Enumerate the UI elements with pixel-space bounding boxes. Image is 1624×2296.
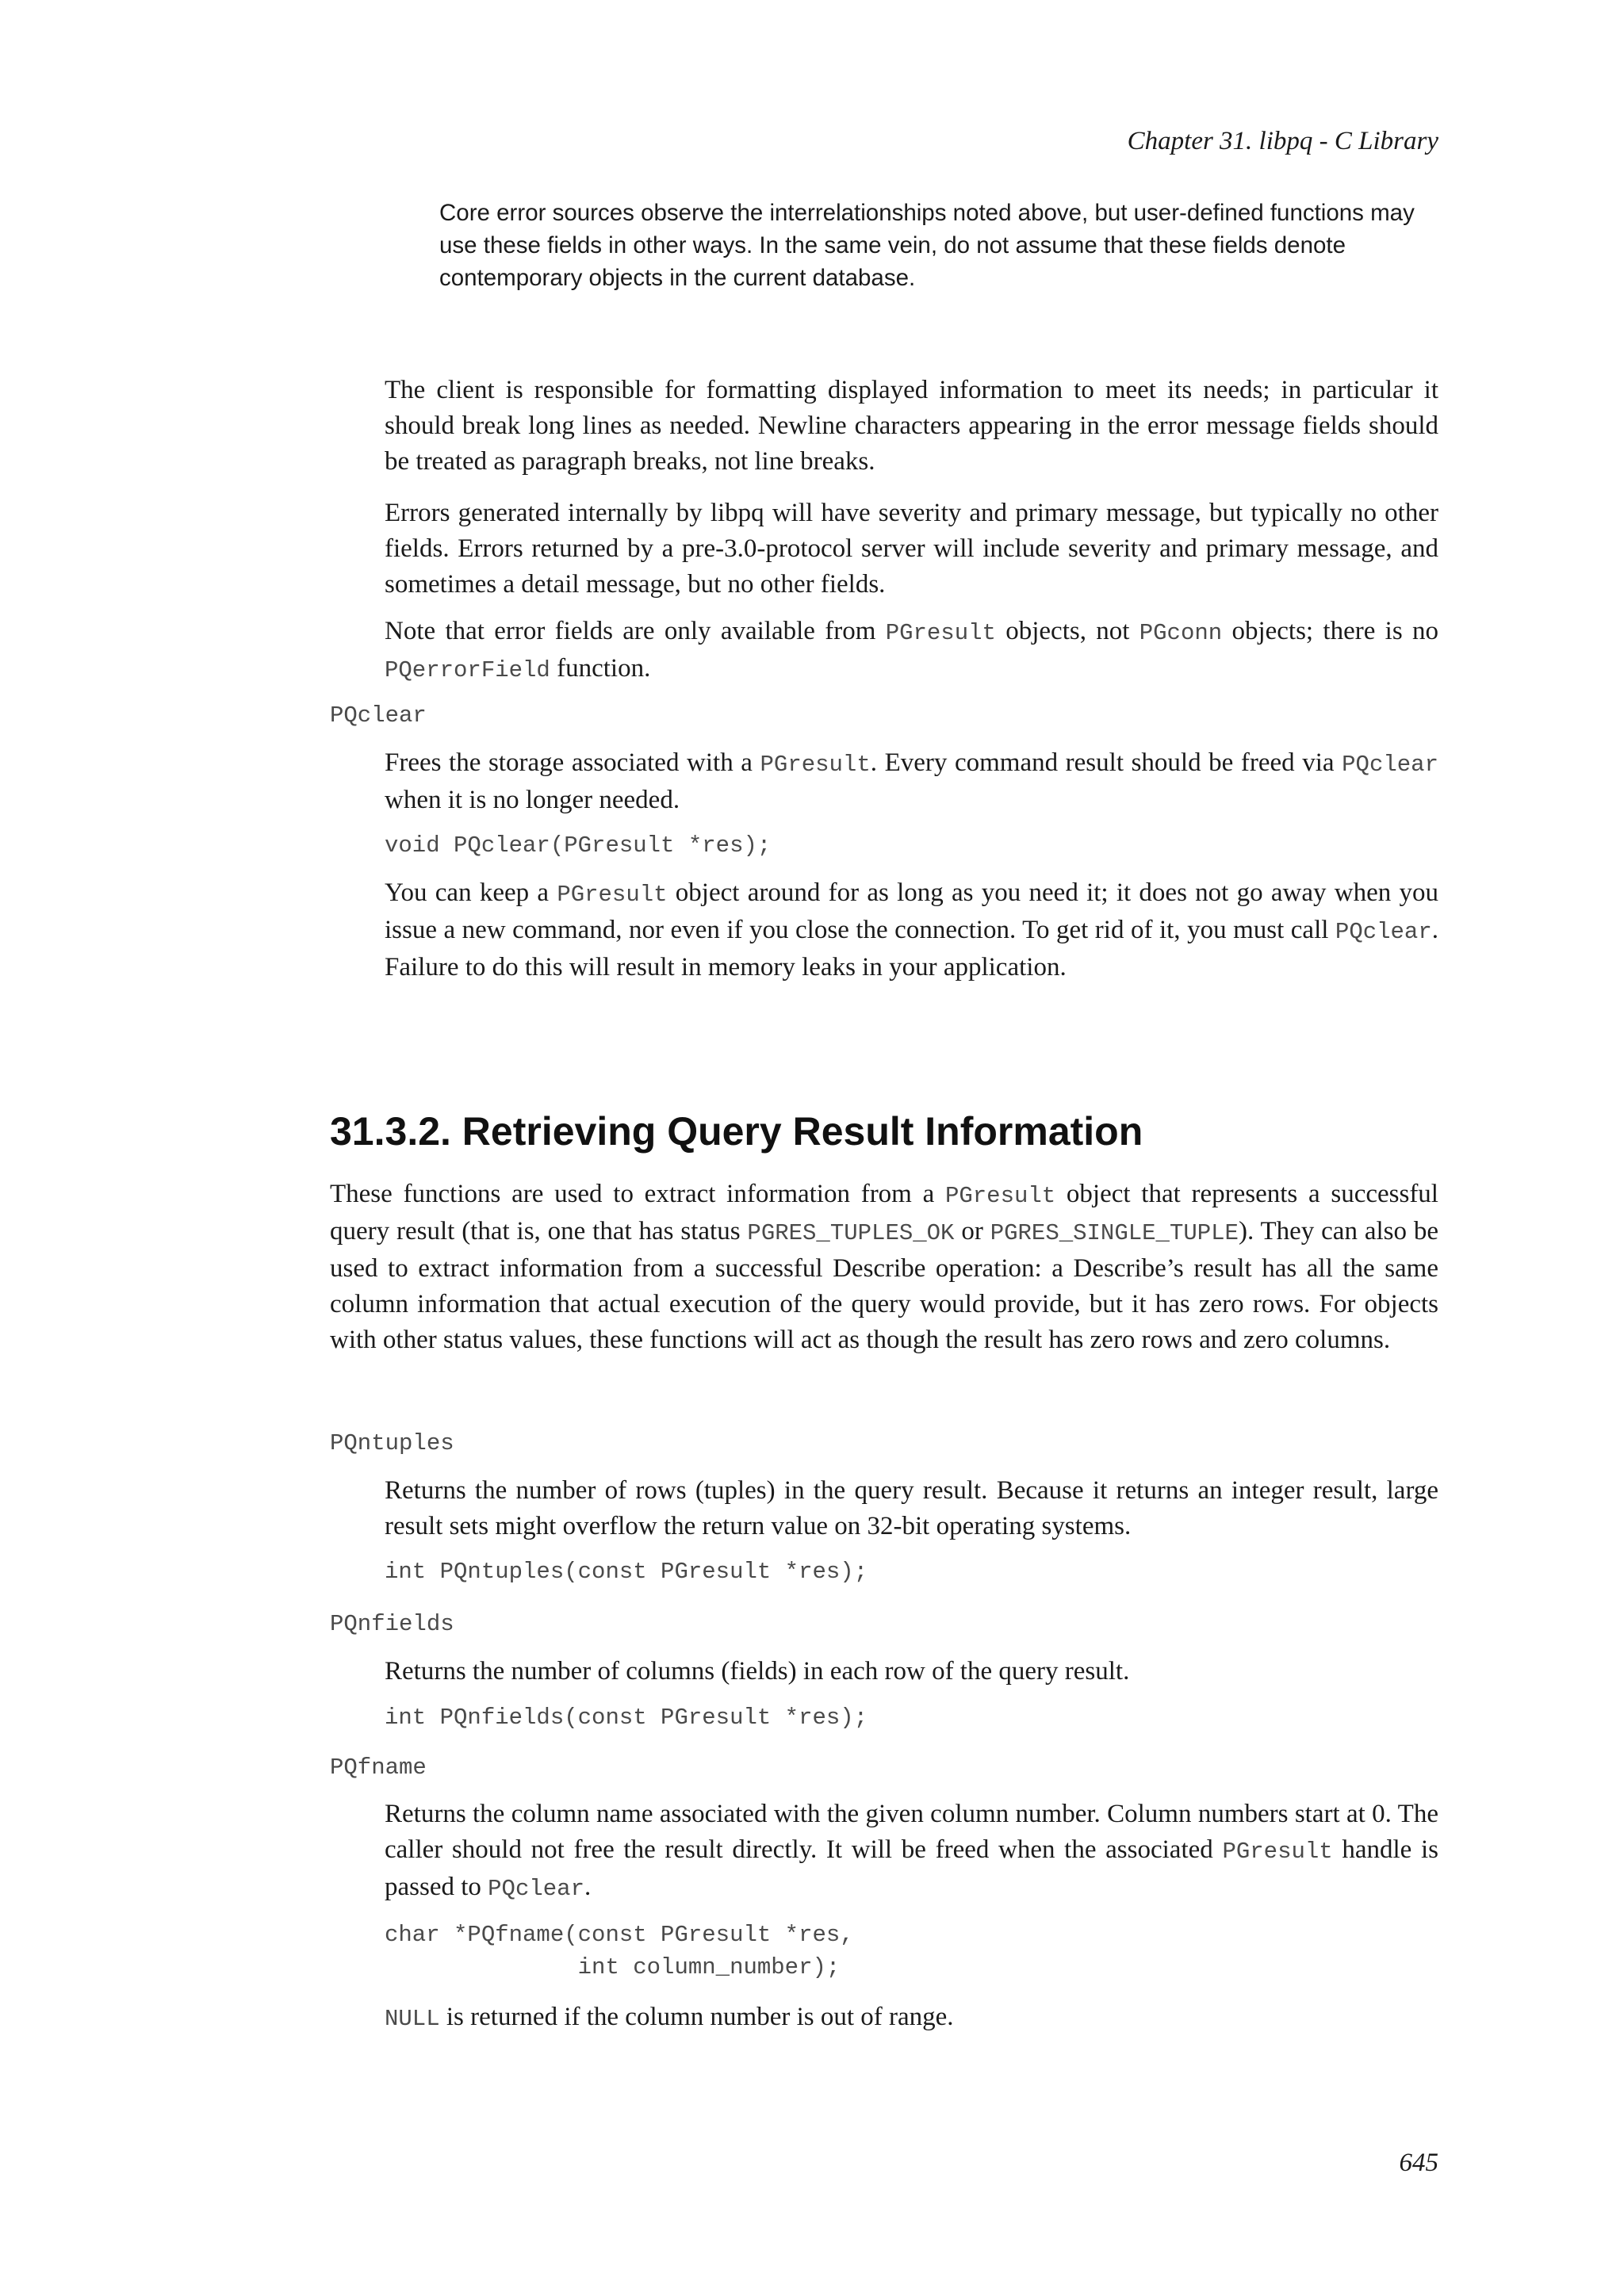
code-pqclear: PQclear bbox=[1342, 752, 1438, 778]
code-pgresult: PGresult bbox=[944, 1183, 1056, 1209]
code-pgresult: PGresult bbox=[1222, 1839, 1333, 1865]
paragraph-error-fields bbox=[385, 614, 1438, 688]
text: is returned if the column number is out of range. bbox=[439, 2003, 954, 2031]
term-pqntuples: PQntuples bbox=[330, 1430, 454, 1456]
text: . bbox=[584, 1873, 592, 1901]
text: objects; there is no bbox=[1222, 617, 1438, 645]
code-pgresult: PGresult bbox=[885, 620, 996, 646]
text: handle is passed to bbox=[385, 1835, 1439, 1901]
paragraph-formatting: The client is responsible for formatting displayed information to meet its needs; in particular it should break long lines as needed. Newline characters appearing in the error message fields should be treated as paragraph breaks, not line breaks. bbox=[385, 376, 1438, 476]
note-text: Core error sources observe the interrelationships noted above, but user-defined functions may use these fields in other ways. In the same vein, do not assume that these fields denote contemporary objects in the current database. bbox=[439, 200, 1415, 291]
section-intro bbox=[330, 1177, 1438, 1358]
text: Returns the column name associated with the given column number. Column numbers start at 0. The caller should not free the result directly. It will be freed when the associated bbox=[385, 1800, 1438, 1864]
text: You can keep a bbox=[385, 878, 557, 907]
term-pqfname: PQfname bbox=[330, 1755, 427, 1781]
code-pgresult: PGresult bbox=[557, 882, 668, 908]
term-pqnfields: PQnfields bbox=[330, 1611, 454, 1637]
code-pgconn: PGconn bbox=[1139, 620, 1223, 646]
pqclear-details bbox=[385, 875, 1438, 985]
running-header: Chapter 31. libpq - C Library bbox=[1127, 127, 1438, 155]
text: function. bbox=[550, 654, 651, 683]
text: These functions are used to extract information from a bbox=[330, 1180, 945, 1208]
pqfname-null-note bbox=[385, 1999, 1438, 2037]
pqclear-signature: void PQclear(PGresult *res); bbox=[385, 832, 772, 859]
text: Frees the storage associated with a bbox=[385, 748, 760, 777]
pqntuples-signature: int PQntuples(const PGresult *res); bbox=[385, 1559, 868, 1585]
pqnfields-description: Returns the number of columns (fields) in each row of the query result. bbox=[385, 1657, 1130, 1686]
pqntuples-description: Returns the number of rows (tuples) in the query result. Because it returns an integer result, large result sets might overflow the return value on 32-bit operating systems. bbox=[385, 1476, 1438, 1540]
text: objects, not bbox=[995, 617, 1139, 645]
pqfname-description bbox=[385, 1797, 1438, 1907]
text: object around for as long as you need it; it does not go away when you issue a new command, nor even if you close the connection. To get rid of it, you must call bbox=[385, 878, 1438, 944]
text: or bbox=[954, 1217, 990, 1246]
term-pqclear: PQclear bbox=[330, 702, 427, 729]
code-null: NULL bbox=[385, 2006, 440, 2032]
code-pgres-tuples-ok: PGRES_TUPLES_OK bbox=[747, 1220, 955, 1246]
text: when it is no longer needed. bbox=[385, 786, 680, 814]
pqfname-signature: char *PQfname(const PGresult *res, int column_number); bbox=[385, 1922, 854, 1980]
code-pqclear: PQclear bbox=[1335, 919, 1432, 945]
text: Note that error fields are only available from bbox=[385, 617, 886, 645]
code-pqclear: PQclear bbox=[488, 1876, 584, 1902]
text: ). They can also be used to extract information from a successful Describe operation: a Describe’s result has all the same column information that actual execution of the query would provide, but it has zero rows. For objects with other status values, these functions will act as though the result has zero rows and zero columns. bbox=[330, 1217, 1438, 1354]
text: . Failure to do this will result in memory leaks in your application. bbox=[385, 916, 1438, 982]
code-pqerrorfield: PQerrorField bbox=[385, 657, 550, 683]
text: object that represents a successful query result (that is, one that has status bbox=[330, 1180, 1438, 1246]
page-number: 645 bbox=[1399, 2149, 1438, 2177]
pqnfields-signature: int PQnfields(const PGresult *res); bbox=[385, 1705, 868, 1731]
code-pgres-single-tuple: PGRES_SINGLE_TUPLE bbox=[990, 1220, 1239, 1246]
pqclear-description bbox=[385, 745, 1438, 818]
section-title: 31.3.2. Retrieving Query Result Information bbox=[330, 1109, 1143, 1154]
code-pgresult: PGresult bbox=[760, 752, 871, 778]
note-box bbox=[439, 197, 1438, 294]
text: . Every command result should be freed via bbox=[870, 748, 1342, 777]
paragraph-internal-errors: Errors generated internally by libpq will have severity and primary message, but typically no other fields. Errors returned by a pre-3.0-protocol server will include severity and primary message, and sometimes a detail message, but no other fields. bbox=[385, 499, 1438, 599]
